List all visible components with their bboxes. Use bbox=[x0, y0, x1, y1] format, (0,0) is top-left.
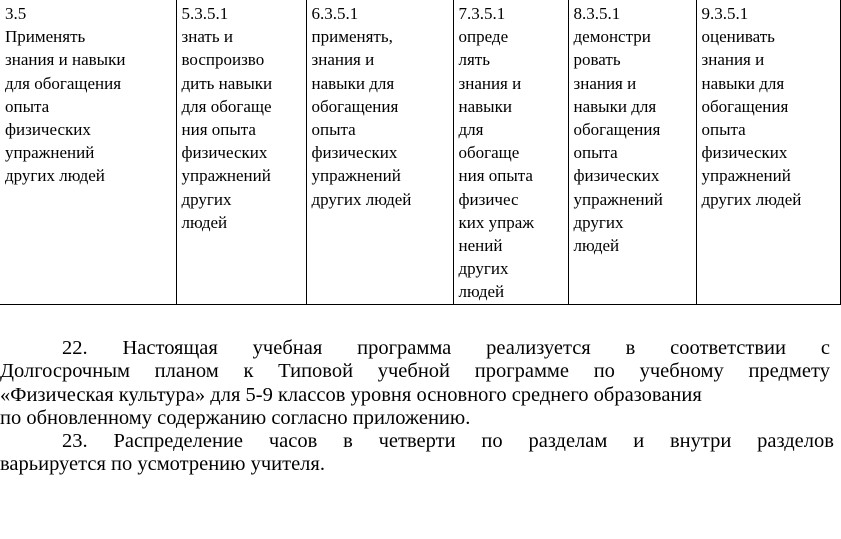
paragraph-22 bbox=[0, 337, 830, 430]
word: реализуется bbox=[486, 337, 591, 359]
cell-text-line: ния опыта bbox=[458, 166, 533, 186]
cell-text-line: других людей bbox=[701, 189, 802, 209]
word: четверти bbox=[378, 430, 456, 453]
paragraph-22-line-4: по обновленному содержанию согласно приложению. bbox=[0, 406, 471, 429]
word: внутри bbox=[670, 430, 732, 453]
cell-text-line: физических bbox=[5, 120, 91, 140]
cell-text-line: физических bbox=[701, 143, 788, 163]
table-cell-grade-5 bbox=[176, 0, 306, 304]
word: Настоящая bbox=[122, 337, 218, 359]
paragraph-22-line-1 bbox=[0, 337, 830, 360]
cell-text-line: знания и навыки bbox=[5, 50, 126, 70]
cell-text-line: Применять bbox=[5, 27, 86, 47]
cell-text-line: знания и bbox=[701, 50, 765, 70]
cell-text-line: физических bbox=[573, 166, 660, 186]
cell-text-line: упражнений bbox=[181, 166, 271, 186]
cell-text-line: знания и bbox=[458, 73, 522, 93]
paragraph-22-line-2 bbox=[0, 360, 830, 383]
cell-text-line: 5.3.5.1 bbox=[181, 4, 229, 23]
cell-text-line: людей bbox=[181, 212, 228, 232]
cell-text-line: упражнений bbox=[5, 143, 95, 163]
cell-text-line: обогащения bbox=[311, 96, 399, 116]
word: Распределение bbox=[113, 430, 243, 453]
table-cell-grade-9 bbox=[696, 0, 840, 304]
cell-text-line: обогащения bbox=[701, 96, 789, 116]
cell-text-line: обогаще bbox=[458, 143, 520, 163]
cell-text-line: 9.3.5.1 bbox=[701, 4, 749, 23]
word: часов bbox=[268, 430, 318, 453]
cell-text-line: лять bbox=[458, 50, 490, 70]
cell-text-line: других людей bbox=[5, 166, 105, 186]
word: с bbox=[820, 337, 830, 359]
cell-text-line: физических bbox=[181, 143, 268, 163]
cell-text-line: ния опыта bbox=[181, 120, 256, 140]
cell-text-line: физических bbox=[311, 143, 398, 163]
cell-text-line: навыки для bbox=[701, 73, 785, 93]
cell-text-line: знать и bbox=[181, 27, 233, 47]
table-cell-grade-3 bbox=[0, 0, 176, 304]
word: по bbox=[593, 360, 615, 383]
cell-text-line: для обогащения bbox=[5, 73, 122, 93]
word: учебная bbox=[252, 337, 323, 359]
cell-text-line: применять, bbox=[311, 27, 393, 47]
cell-text-line: 3.5 bbox=[5, 4, 27, 23]
cell-text-line: других людей bbox=[311, 189, 412, 209]
word: к bbox=[243, 360, 254, 383]
cell-text-line: навыки для bbox=[573, 96, 657, 116]
body-text bbox=[0, 337, 834, 477]
word: планом bbox=[154, 360, 219, 383]
word: по bbox=[481, 430, 503, 453]
cell-text-line: обогащения bbox=[573, 120, 661, 140]
cell-text-line: оценивать bbox=[701, 27, 775, 47]
word: разделов bbox=[757, 430, 834, 453]
cell-text-line: других bbox=[573, 212, 624, 232]
cell-text-line: людей bbox=[458, 282, 505, 302]
cell-text-line: знания и bbox=[573, 73, 637, 93]
cell-text-line: других bbox=[181, 189, 232, 209]
cell-text-line: нений bbox=[458, 236, 503, 256]
cell-text-line: упражнений bbox=[311, 166, 401, 186]
cell-text-line: опыта bbox=[701, 120, 746, 140]
paragraph-23-line-2: варьируется по усмотрению учителя. bbox=[0, 453, 325, 476]
cell-text-line: для bbox=[458, 120, 484, 140]
cell-text-line: упражнений bbox=[573, 189, 663, 209]
cell-text-line: демонстри bbox=[573, 27, 651, 47]
cell-text-line: дить навыки bbox=[181, 73, 273, 93]
cell-text-line: 7.3.5.1 bbox=[458, 4, 506, 23]
word: учебной bbox=[377, 360, 451, 383]
paragraph-23 bbox=[0, 430, 834, 477]
word: 22. bbox=[62, 337, 88, 359]
word: соответствии bbox=[670, 337, 786, 359]
cell-text-line: 8.3.5.1 bbox=[573, 4, 621, 23]
word: Долгосрочным bbox=[0, 360, 130, 383]
cell-text-line: опыта bbox=[5, 96, 50, 116]
word: предмету bbox=[748, 360, 830, 383]
cell-text-line: для обогаще bbox=[181, 96, 272, 116]
word: программа bbox=[357, 337, 452, 359]
cell-text-line: упражнений bbox=[701, 166, 791, 186]
word: разделам bbox=[528, 430, 608, 453]
word: в bbox=[625, 337, 636, 359]
cell-text-line: ких упраж bbox=[458, 212, 534, 232]
cell-text-line: опыта bbox=[311, 120, 356, 140]
paragraph-22-line-3: «Физическая культура» для 5-9 классов уровня основного среднего образования bbox=[0, 383, 702, 406]
cell-text-line: других bbox=[458, 259, 509, 279]
cell-text-line: физичес bbox=[458, 189, 519, 209]
table-cell-grade-8 bbox=[568, 0, 696, 304]
cell-text-line: навыки для bbox=[311, 73, 395, 93]
cell-text-line: 6.3.5.1 bbox=[311, 4, 359, 23]
cell-text-line: людей bbox=[573, 236, 620, 256]
word: и bbox=[633, 430, 645, 453]
word: 23. bbox=[62, 430, 88, 453]
word: программе bbox=[474, 360, 569, 383]
table-cell-grade-7 bbox=[453, 0, 568, 304]
word: в bbox=[343, 430, 353, 453]
paragraph-23-line-1 bbox=[0, 430, 834, 453]
cell-text-line: опыта bbox=[573, 143, 618, 163]
table-cell-grade-6 bbox=[306, 0, 453, 304]
word: учебному bbox=[639, 360, 724, 383]
word: Типовой bbox=[278, 360, 354, 383]
cell-text-line: навыки bbox=[458, 96, 512, 116]
cell-text-line: воспроизво bbox=[181, 50, 265, 70]
cell-text-line: опреде bbox=[458, 27, 509, 47]
cell-text-line: ровать bbox=[573, 50, 621, 70]
cell-text-line: знания и bbox=[311, 50, 375, 70]
